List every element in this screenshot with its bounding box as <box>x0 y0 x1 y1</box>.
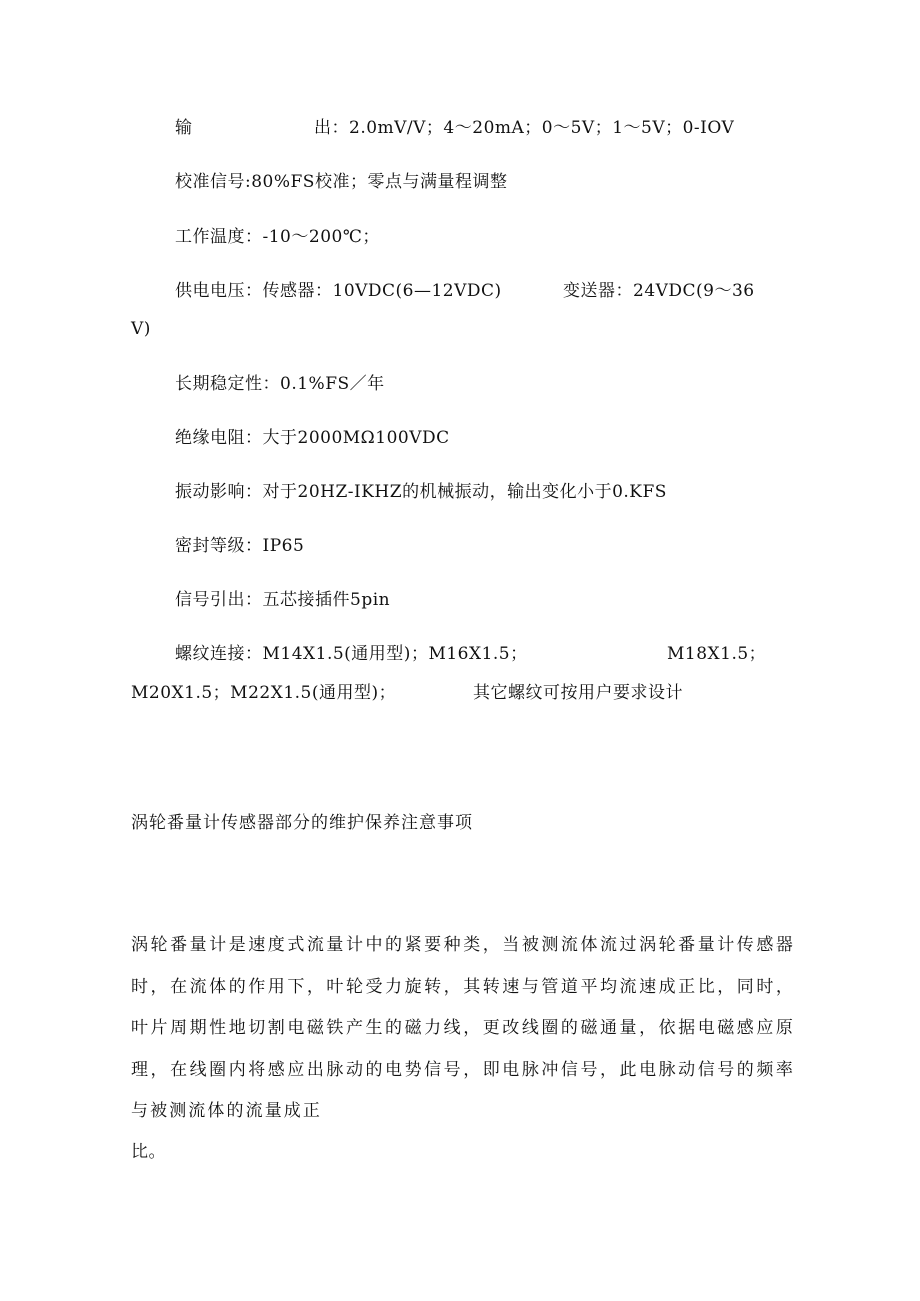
spec-thread-part1: 螺纹连接：M14X1.5(通用型)；M16X1.5； <box>175 644 528 664</box>
spec-temperature: 工作温度：-10～200℃； <box>175 227 380 247</box>
spec-sealing: 密封等级：IP65 <box>175 536 305 556</box>
section-heading: 涡轮番量计传感器部分的维护保养注意事项 <box>131 813 473 833</box>
spec-thread-part2: M18X1.5； <box>667 644 767 664</box>
spec-signal-out: 信号引出：五芯接插件5pin <box>175 590 391 610</box>
spec-power-continued: V) <box>131 319 151 339</box>
spec-calibration: 校准信号:80%FS校准；零点与满量程调整 <box>175 172 508 192</box>
spec-output-label: 输 <box>175 118 193 138</box>
spec-output-value: 出：2.0mV/V；4～20mA；0～5V；1～5V；0-IOV <box>314 118 735 138</box>
section-paragraph: 涡轮番量计是速度式流量计中的紧要种类，当被测流体流过涡轮番量计传感器时，在流体的作用下，叶轮受力旋转，其转速与管道平均流速成正比，同时，叶片周期性地切割电磁铁产生的磁力线，更改线圈的磁通量，依据电磁感应原理，在线圈内将感应出脉动的电势信号，即电脉冲信号，此电脉动信号的频率与被测流体的流量成正 <box>131 935 795 1121</box>
spec-power-sensor: 供电电压：传感器：10VDC(6—12VDC) <box>175 281 502 301</box>
spec-thread-part3: M20X1.5；M22X1.5(通用型)； <box>131 683 397 703</box>
spec-insulation: 绝缘电阻：大于2000MΩ100VDC <box>175 428 450 448</box>
spec-power-transmitter: 变送器：24VDC(9～36 <box>563 281 755 301</box>
section-paragraph-end: 比。 <box>131 1142 166 1162</box>
spec-stability: 长期稳定性：0.1%FS／年 <box>175 374 385 394</box>
spec-vibration: 振动影响：对于20HZ-IKHZ的机械振动，输出变化小于0.KFS <box>175 482 667 502</box>
spec-thread-part4: 其它螺纹可按用户要求设计 <box>473 683 683 703</box>
